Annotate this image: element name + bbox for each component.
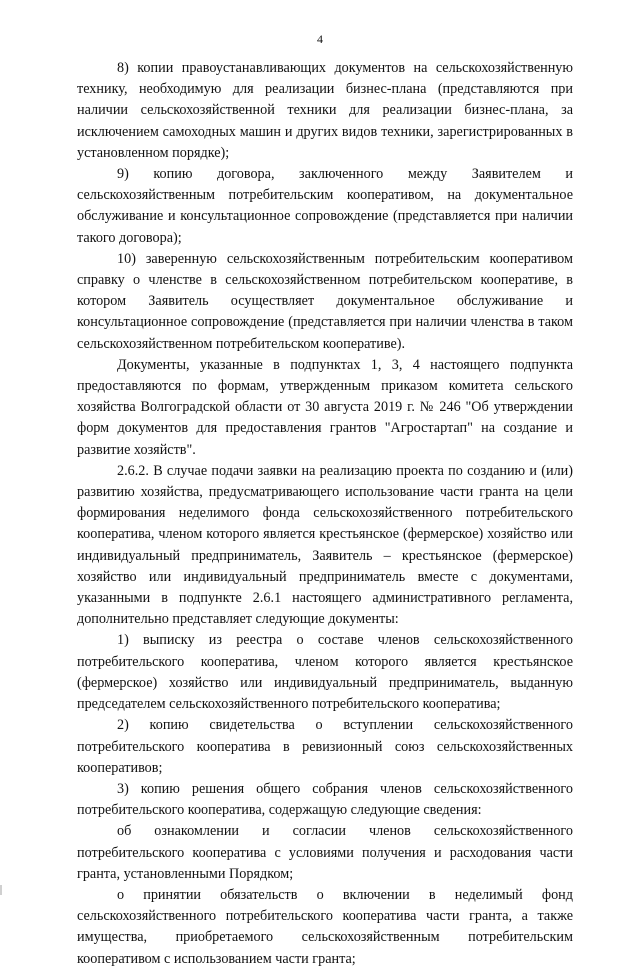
- paragraph-item-3: 3) копию решения общего собрания членов сельскохозяйственного потребительского кооператива, содержащую следующие сведения:: [77, 780, 573, 819]
- document-body: [77, 58, 573, 970]
- paragraph-item-9: 9) копию договора, заключенного между Заявителем и сельскохозяйственным потребительским кооперативом, на документальное обслуживание и консультационное сопровождение (представляется при наличии такого договора);: [77, 166, 573, 246]
- scan-margin-mark: [0, 885, 2, 895]
- page-number: 4: [317, 32, 323, 46]
- paragraph-obligations: о принятии обязательств о включении в неделимый фонд сельскохозяйственного потребительского кооператива части гранта, а также имущества, приобретаемого сельскохозяйственным потребительским кооперативом с использованием части гранта;: [77, 886, 573, 967]
- paragraph-item-10: 10) заверенную сельскохозяйственным потребительским кооперативом справку о членстве в сельскохозяйственном потребительском кооперативе, в котором Заявитель осуществляет документальное обслуживание и консультационное сопровождение (представляется при наличии членства в таком сельскохозяйственном потребительском кооперативе).: [77, 250, 573, 352]
- paragraph-familiarization: об ознакомлении и согласии членов сельскохозяйственного потребительского кооператива с условиями получения и расходования части гранта, установленными Порядком;: [77, 823, 573, 882]
- paragraph-item-1: 1) выписку из реестра о составе членов сельскохозяйственного потребительского кооператива, членом которого является крестьянское (фермерское) хозяйство или индивидуальный предприниматель, выданную председателем сельскохозяйственного потребительского кооператива;: [77, 632, 573, 713]
- paragraph-section-2-6-2: 2.6.2. В случае подачи заявки на реализацию проекта по созданию и (или) развитию хозяйства, предусматривающего использование части гранта на цели формирования неделимого фонда сельскохозяйственного потребительского кооператива, членом которого является крестьянское (фермерское) хозяйство или индивидуальный предприниматель, Заявитель – крестьянское (фермерское) хозяйство или индивидуальный предприниматель вместе с документами, указанными в подпункте 2.6.1 настоящего административного регламента, дополнительно представляет следующие документы:: [77, 462, 573, 628]
- paragraph-forms-note: Документы, указанные в подпунктах 1, 3, 4 настоящего подпункта предоставляются по формам, утвержденным приказом комитета сельского хозяйства Волгоградской области от 30 августа 2019 г. № 246 "Об утверждении форм документов для предоставления грантов "Агростартап" на создание и развитие хозяйств".: [77, 356, 573, 458]
- paragraph-item-2: 2) копию свидетельства о вступлении сельскохозяйственного потребительского кооператива в ревизионный союз сельскохозяйственных кооперативов;: [77, 717, 573, 776]
- paragraph-item-8: 8) копии правоустанавливающих документов на сельскохозяйственную технику, необходимую для реализации бизнес-плана (представляются при наличии сельскохозяйственной техники для реализации бизнес-плана, за исключением самоходных машин и других видов техники, зарегистрированных в установленном порядке);: [77, 60, 573, 161]
